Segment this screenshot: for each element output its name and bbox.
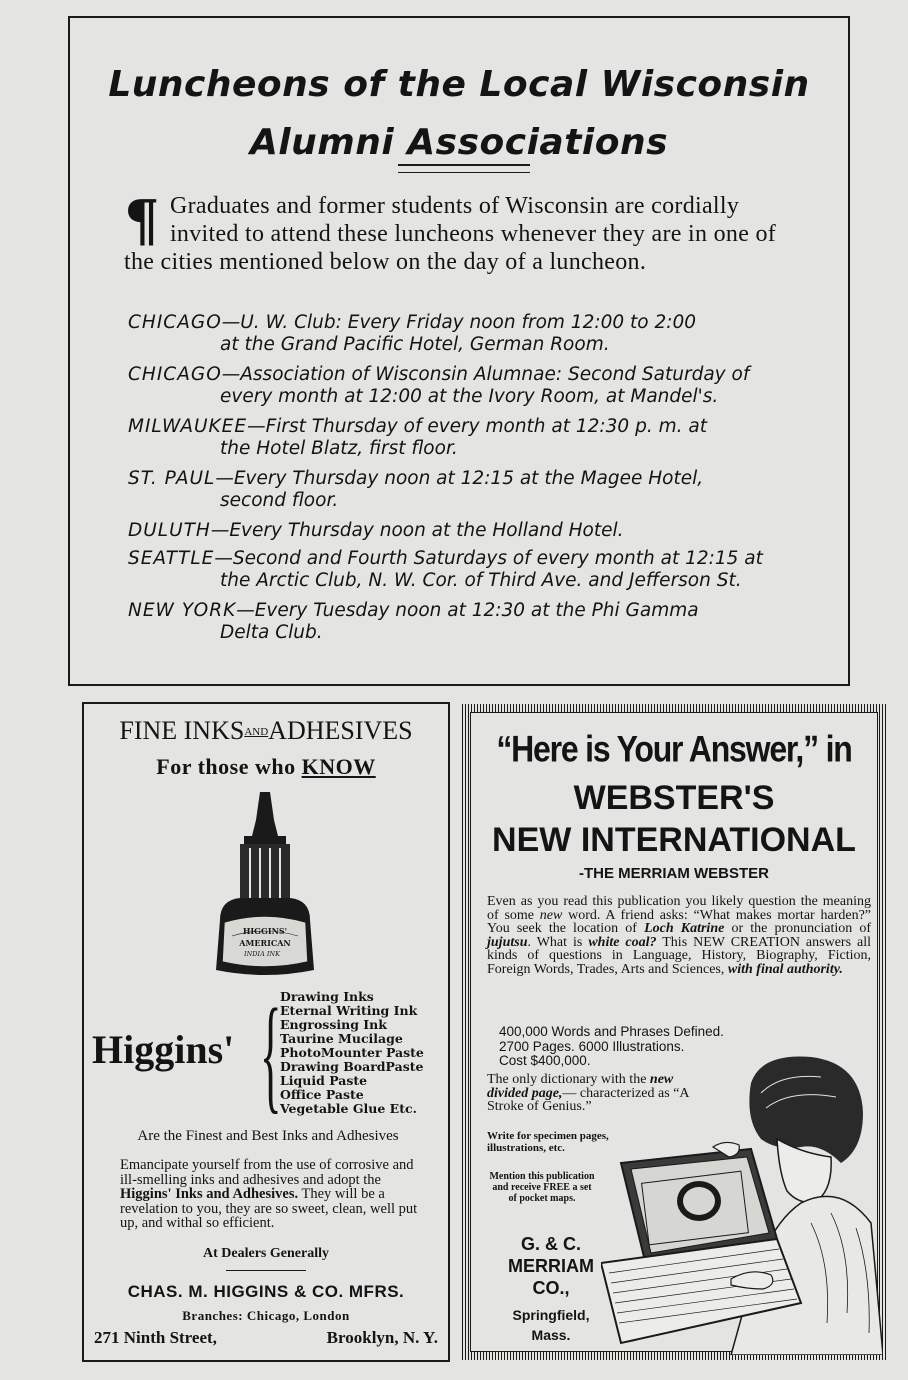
webster-write-for: Write for specimen pages, illustrations, etc. xyxy=(487,1130,609,1154)
higgins-company: CHAS. M. HIGGINS & CO. MFRS. xyxy=(127,1282,405,1301)
body-text: They will be a revelation to you, they are so sweet, clean, well put up, and withal so efficient. xyxy=(120,1186,418,1231)
entry-line1: —U. W. Club: Every Friday noon from 12:00 to 2:00 xyxy=(221,312,696,333)
entry-city: CHICAGO xyxy=(128,364,222,385)
higgins-branches: Branches: Chicago, London xyxy=(182,1308,350,1323)
higgins-dealers: At Dealers Generally xyxy=(203,1246,329,1261)
brace-icon: { xyxy=(260,983,282,1125)
luncheons-title xyxy=(70,56,848,172)
entry-line2: second floor. xyxy=(220,490,339,511)
city-line: Mass. xyxy=(531,1327,571,1343)
entry-city: CHICAGO xyxy=(128,312,222,333)
product-item: Drawing Inks xyxy=(280,989,374,1004)
publisher-line: CO., xyxy=(532,1278,570,1298)
body-text: — characterized as “A Stroke of Genius.” xyxy=(487,1085,689,1114)
entry-duluth xyxy=(128,520,806,542)
product-item: Taurine Mucilage xyxy=(280,1031,403,1046)
webster-headline-answer: “Here is Your Answer,” in xyxy=(496,728,852,770)
product-item: Drawing BoardPaste xyxy=(280,1059,424,1074)
city-line: Springfield, xyxy=(512,1307,590,1323)
product-item: Liquid Paste xyxy=(280,1073,368,1088)
body-text: Emancipate yourself from the use of corrosive and ill-smelling inks and adhesives and adopt the xyxy=(120,1157,414,1188)
bottle-label-3: INDIA INK xyxy=(244,950,280,958)
title-rule-bottom xyxy=(398,172,530,173)
stat-line: 400,000 Words and Phrases Defined. xyxy=(499,1024,724,1039)
intro-text: Graduates and former students of Wisconsin are cordially invited to attend these luncheons whenever they are in one of the cities mentioned below on the day of a luncheon. xyxy=(124,193,777,275)
entry-line2: the Hotel Blatz, first floor. xyxy=(220,438,458,459)
higgins-subhead xyxy=(84,754,448,780)
product-item: Office Paste xyxy=(280,1087,364,1102)
body-italic: new divided page, xyxy=(487,1072,674,1101)
body-italic: jujutsu xyxy=(487,934,528,950)
entry-line1: —Second and Fourth Saturdays of every month at 12:15 at xyxy=(214,548,763,569)
body-text: or the pronunciation of xyxy=(724,921,872,937)
entry-city: MILWAUKEE xyxy=(128,416,248,437)
higgins-product-list xyxy=(280,990,424,1116)
body-text: . What is xyxy=(527,934,589,950)
body-italic: new xyxy=(539,907,563,923)
webster-panel xyxy=(470,712,878,1352)
stat-line: 2700 Pages. 6000 Illustrations. xyxy=(499,1038,685,1054)
higgins-body xyxy=(120,1158,420,1231)
pilcrow-icon: ¶ xyxy=(124,188,160,254)
entry-city: ST. PAUL xyxy=(128,468,216,489)
luncheons-title-line2: Alumni Associations xyxy=(249,122,669,163)
product-item: PhotoMounter Paste xyxy=(280,1045,424,1060)
body-text: Even as you read this publication you likely question the meaning of some xyxy=(487,894,871,923)
entry-line1: —Association of Wisconsin Alumnae: Second Saturday of xyxy=(221,364,750,385)
entry-line1: —Every Thursday noon at the Holland Hotel. xyxy=(210,520,624,541)
higgins-divider xyxy=(226,1270,306,1271)
higgins-brand: Higgins' xyxy=(92,1027,235,1072)
entry-chicago-uw-club xyxy=(128,312,806,356)
bottle-label-1: HIGGINS' xyxy=(242,926,288,936)
entry-line2: at the Grand Pacific Hotel, German Room. xyxy=(220,334,610,355)
luncheons-notice-box xyxy=(68,16,850,686)
webster-city xyxy=(481,1305,621,1345)
entry-city: SEATTLE xyxy=(128,548,215,569)
subhead-know: KNOW xyxy=(301,754,376,779)
body-italic: with final authority. xyxy=(727,961,843,977)
entry-city: NEW YORK xyxy=(128,600,237,621)
entry-line2: every month at 12:00 at the Ivory Room, at Mandel's. xyxy=(220,386,719,407)
entry-new-york xyxy=(128,600,806,644)
webster-headline-merriam: -THE MERRIAM WEBSTER xyxy=(579,865,769,882)
product-item: Engrossing Ink xyxy=(280,1017,387,1032)
webster-ad xyxy=(462,704,886,1360)
stat-line: Cost $400,000. xyxy=(499,1053,591,1068)
entry-line1: —First Thursday of every month at 12:30 p. m. at xyxy=(247,416,707,437)
body-text: word. A friend asks: “What makes mortar harden?” You seek the location of xyxy=(487,907,871,937)
higgins-headline xyxy=(84,716,448,746)
body-text: This NEW CREATION answers all kinds of questions in Language, History, Biography, Fiction, Foreign Words, Trades, Arts and Sciences, xyxy=(487,934,871,977)
higgins-city: Brooklyn, N. Y. xyxy=(326,1328,438,1347)
webster-publisher xyxy=(481,1233,621,1299)
product-item: Vegetable Glue Etc. xyxy=(280,1101,417,1116)
publisher-line: MERRIAM xyxy=(508,1256,594,1276)
body-italic: Loch Katrine xyxy=(644,921,725,937)
woman-reading-dictionary-illustration xyxy=(601,1053,883,1355)
higgins-ad xyxy=(82,702,450,1362)
entry-line1: —Every Thursday noon at 12:15 at the Magee Hotel, xyxy=(215,468,704,489)
headline-part: FINE INKS xyxy=(119,716,245,745)
webster-headline-websters: WEBSTER'S xyxy=(573,779,775,817)
publisher-line: G. & C. xyxy=(520,1234,581,1254)
body-text: The only dictionary with the xyxy=(487,1072,650,1087)
luncheons-intro xyxy=(124,188,804,276)
entry-st-paul xyxy=(128,468,806,512)
entry-seattle xyxy=(128,548,806,592)
entry-line2: Delta Club. xyxy=(220,622,323,643)
higgins-street: 271 Ninth Street, xyxy=(94,1328,217,1347)
webster-mention: Mention this publication and receive FREE a set of pocket maps. xyxy=(489,1171,595,1204)
bottle-label-2: AMERICAN xyxy=(239,938,291,948)
subhead-part: For those who xyxy=(156,754,302,779)
higgins-finest-line: Are the Finest and Best Inks and Adhesives xyxy=(137,1128,399,1144)
entry-milwaukee xyxy=(128,416,806,460)
ink-bottle-illustration xyxy=(210,790,320,980)
title-rule-top xyxy=(398,164,530,166)
luncheons-title-line1: Luncheons of the Local Wisconsin xyxy=(108,64,810,105)
headline-part: ADHESIVES xyxy=(268,716,413,745)
entry-chicago-alumnae xyxy=(128,364,806,408)
entry-line2: the Arctic Club, N. W. Cor. of Third Ave. and Jefferson St. xyxy=(220,570,742,591)
webster-headline-new-international: NEW INTERNATIONAL xyxy=(492,821,856,859)
product-item: Eternal Writing Ink xyxy=(280,1003,418,1018)
entry-line1: —Every Tuesday noon at 12:30 at the Phi Gamma xyxy=(236,600,699,621)
entry-city: DULUTH xyxy=(128,520,211,541)
body-bold: Higgins' Inks and Adhesives. xyxy=(120,1186,299,1202)
headline-and: AND xyxy=(244,726,269,738)
body-italic: white coal? xyxy=(588,934,657,950)
webster-body xyxy=(487,895,871,977)
